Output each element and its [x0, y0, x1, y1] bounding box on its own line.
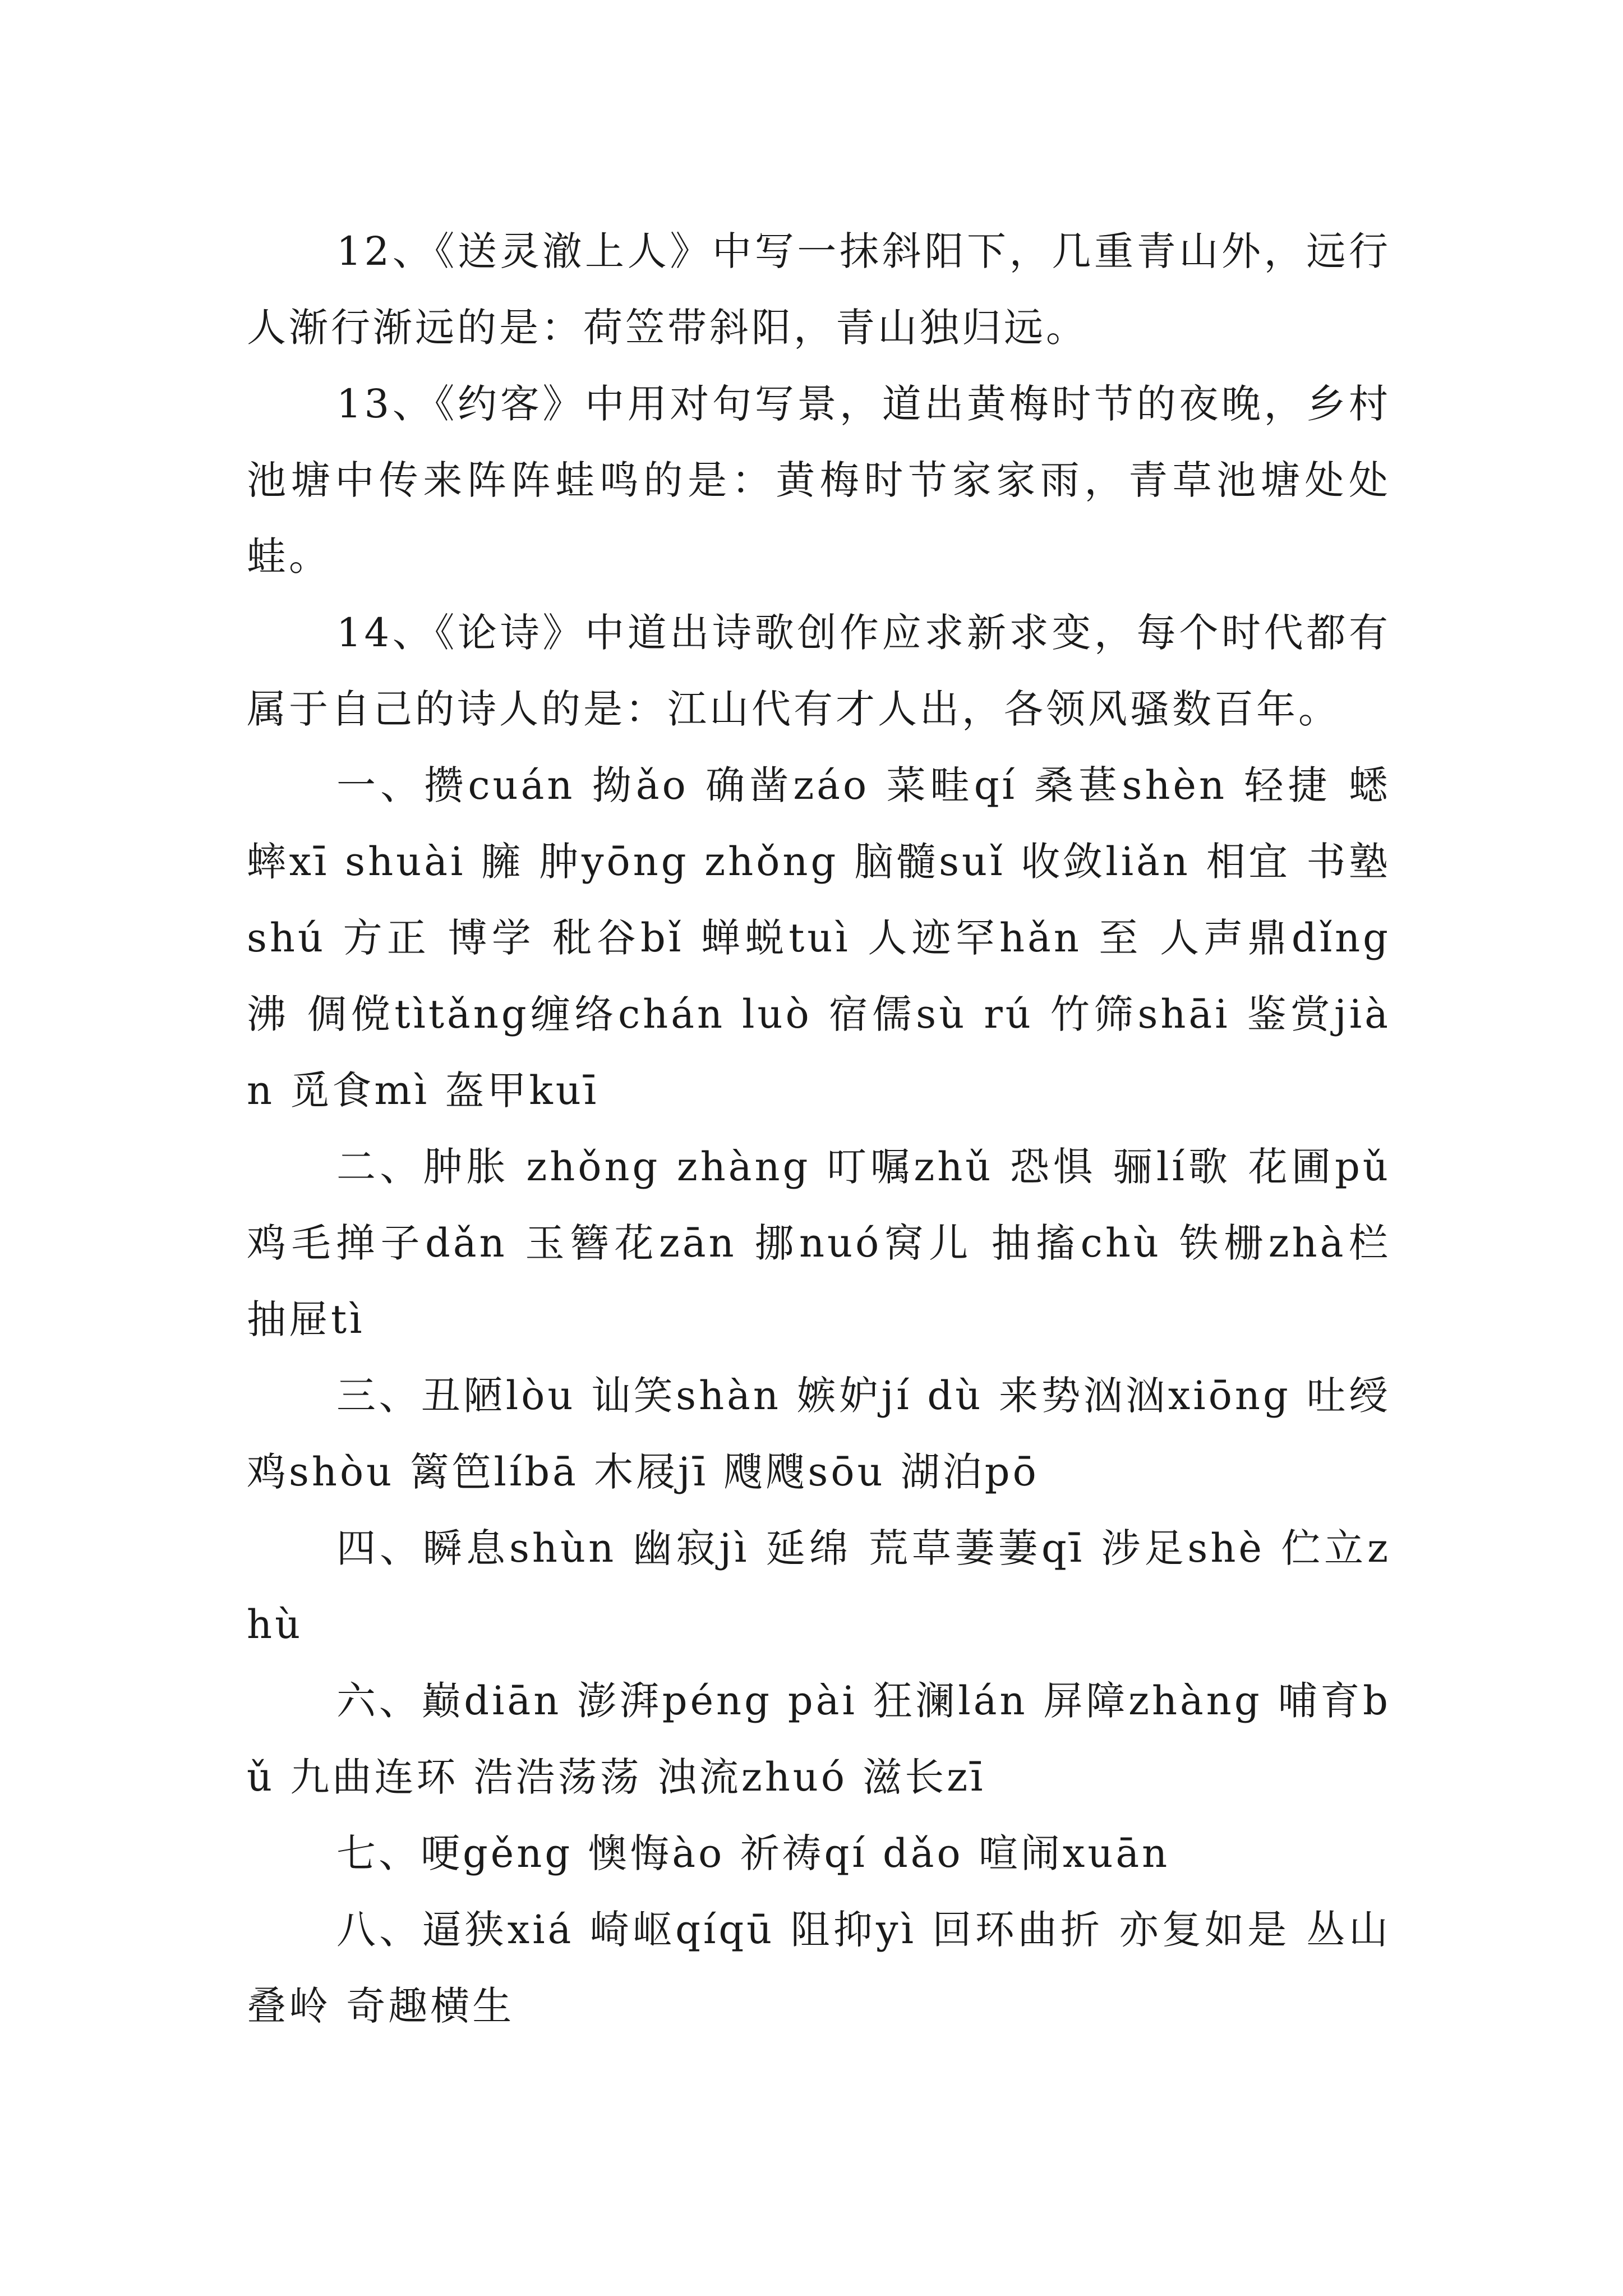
document-body — [247, 213, 1391, 2044]
paragraph-14: 14、《论诗》中道出诗歌创作应求新求变，每个时代都有属于自己的诗人的是：江山代有才人出，各领风骚数百年。 — [247, 610, 1391, 732]
vocab-section-7: 七、哽gěng 懊悔ào 祈祷qí dǎo 喧闹xuān — [336, 1830, 1170, 1876]
vocab-section-6: 六、巅diān 澎湃péng pài 狂澜lán 屏障zhàng 哺育bǔ 九曲连环 浩浩荡荡 浊流zhuó 滋长zī — [247, 1678, 1391, 1800]
vocab-section-3: 三、丑陋lòu 讪笑shàn 嫉妒jí dù 来势汹汹xiōng 吐绶鸡shòu 篱笆líbā 木屐jī 飕飕sōu 湖泊pō — [247, 1373, 1391, 1495]
paragraph-13: 13、《约客》中用对句写景，道出黄梅时节的夜晚，乡村池塘中传来阵阵蛙鸣的是：黄梅时节家家雨，青草池塘处处蛙。 — [247, 381, 1391, 579]
vocab-section-2: 二、肿胀 zhǒng zhàng 叮嘱zhǔ 恐惧 骊lí歌 花圃pǔ 鸡毛掸子dǎn 玉簪花zān 挪nuó窝儿 抽搐chù 铁栅zhà栏 抽屉tì — [247, 1144, 1391, 1342]
vocab-section-1: 一、攒cuán 拗ǎo 确凿záo 菜畦qí 桑葚shèn 轻捷 蟋蟀xī shuài 臃 肿yōng zhǒng 脑髓suǐ 收敛liǎn 相宜 书塾shú 方正 博学 秕谷bǐ 蝉蜕tuì 人迹罕hǎn 至 人声鼎dǐng沸 倜傥tìtǎng缠络chán luò 宿儒sù rú 竹筛shāi 鉴赏jiàn 觅食mì 盔甲kuī — [247, 762, 1391, 1114]
vocab-section-4: 四、瞬息shùn 幽寂jì 延绵 荒草萋萋qī 涉足shè 伫立zhù — [247, 1525, 1391, 1648]
paragraph-12: 12、《送灵澈上人》中写一抹斜阳下，几重青山外，远行人渐行渐远的是：荷笠带斜阳，青山独归远。 — [247, 228, 1391, 351]
vocab-section-8: 八、逼狭xiá 崎岖qíqū 阻抑yì 回环曲折 亦复如是 丛山叠岭 奇趣横生 — [247, 1907, 1391, 2029]
